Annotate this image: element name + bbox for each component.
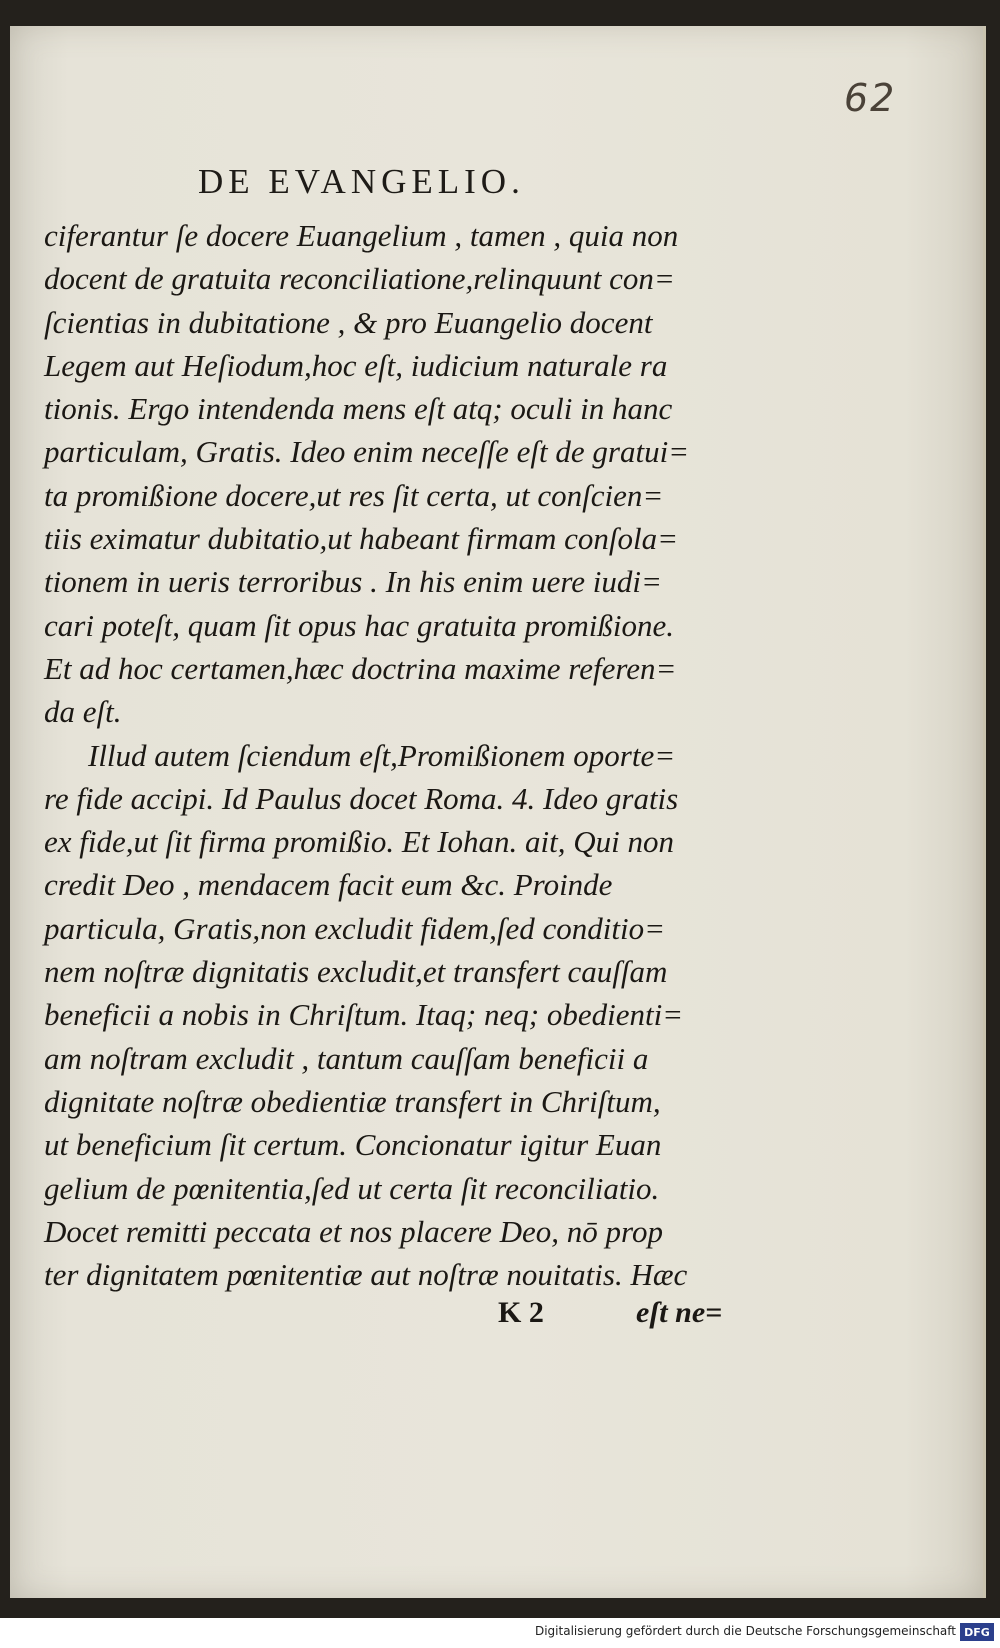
folio-number: 62 [844, 76, 897, 120]
text-line: beneficii a nobis in Chriſtum. Itaq; neq; obedienti= [44, 997, 684, 1033]
text-line: da eſt. [44, 694, 122, 730]
text-line: particula, Gratis,non excludit fidem,ſed conditio= [44, 910, 666, 946]
text-line: Docet remitti peccata et nos placere Deo, nō prop [44, 1213, 663, 1249]
catchword: eſt ne= [636, 1296, 723, 1329]
text-line: ſcientias in dubitatione , & pro Euangelio docent [44, 304, 653, 340]
running-head: DE EVANGELIO. [198, 162, 525, 201]
text-line: tionis. Ergo intendenda mens eſt atq; oculi in hanc [44, 391, 673, 427]
text-line: tiis eximatur dubitatio,ut habeant firmam conſola= [44, 521, 679, 557]
text-line: docent de gratuita reconciliatione,relinquunt con= [44, 261, 675, 297]
text-line: ter dignitatem pœnitentiæ aut noſtræ nouitatis. Hæc [44, 1257, 688, 1293]
text-line: Legem aut Heſiodum,hoc eſt, iudicium naturale ra [44, 347, 668, 383]
text-line: ciferantur ſe docere Euangelium , tamen , quia non [44, 218, 679, 253]
text-line: Et ad hoc certamen,hæc doctrina maxime referen= [44, 650, 677, 686]
text-line: ta promißione docere,ut res ſit certa, ut conſcien= [44, 477, 664, 513]
signature-mark: K 2 [498, 1296, 544, 1329]
text-line: tionem in ueris terroribus . In his enim uere iudi= [44, 564, 662, 600]
body-text [44, 214, 760, 1296]
text-line: Illud autem ſciendum eſt,Promißionem oporte= [88, 737, 676, 773]
funding-credit: Digitalisierung gefördert durch die Deutsche Forschungsgemeinschaft [534, 1624, 956, 1638]
dfg-logo: DFG [960, 1623, 994, 1641]
text-line: credit Deo , mendacem facit eum &c. Proinde [44, 867, 613, 903]
text-line: nem noſtræ dignitatis excludit,et transfert cauſſam [44, 954, 668, 990]
text-line: ex fide,ut ſit firma promißio. Et Iohan. ait, Qui non [44, 824, 675, 860]
book-page [10, 26, 986, 1598]
text-line: am noſtram excludit , tantum cauſſam beneficii a [44, 1040, 649, 1076]
signature-line [10, 1296, 983, 1340]
text-line: particulam, Gratis. Ideo enim neceſſe eſt de gratui= [44, 434, 690, 470]
footer-bar [0, 1618, 1000, 1648]
text-line: re fide accipi. Id Paulus docet Roma. 4. Ideo gratis [44, 780, 679, 816]
text-line: gelium de pœnitentia,ſed ut certa ſit reconciliatio. [44, 1170, 660, 1206]
text-line: dignitate noſtræ obedientiæ transfert in Chriſtum, [44, 1083, 661, 1119]
text-line: ut beneficium ſit certum. Concionatur igitur Euan [44, 1127, 662, 1163]
text-line: cari poteſt, quam ſit opus hac gratuita promißione. [44, 607, 675, 643]
